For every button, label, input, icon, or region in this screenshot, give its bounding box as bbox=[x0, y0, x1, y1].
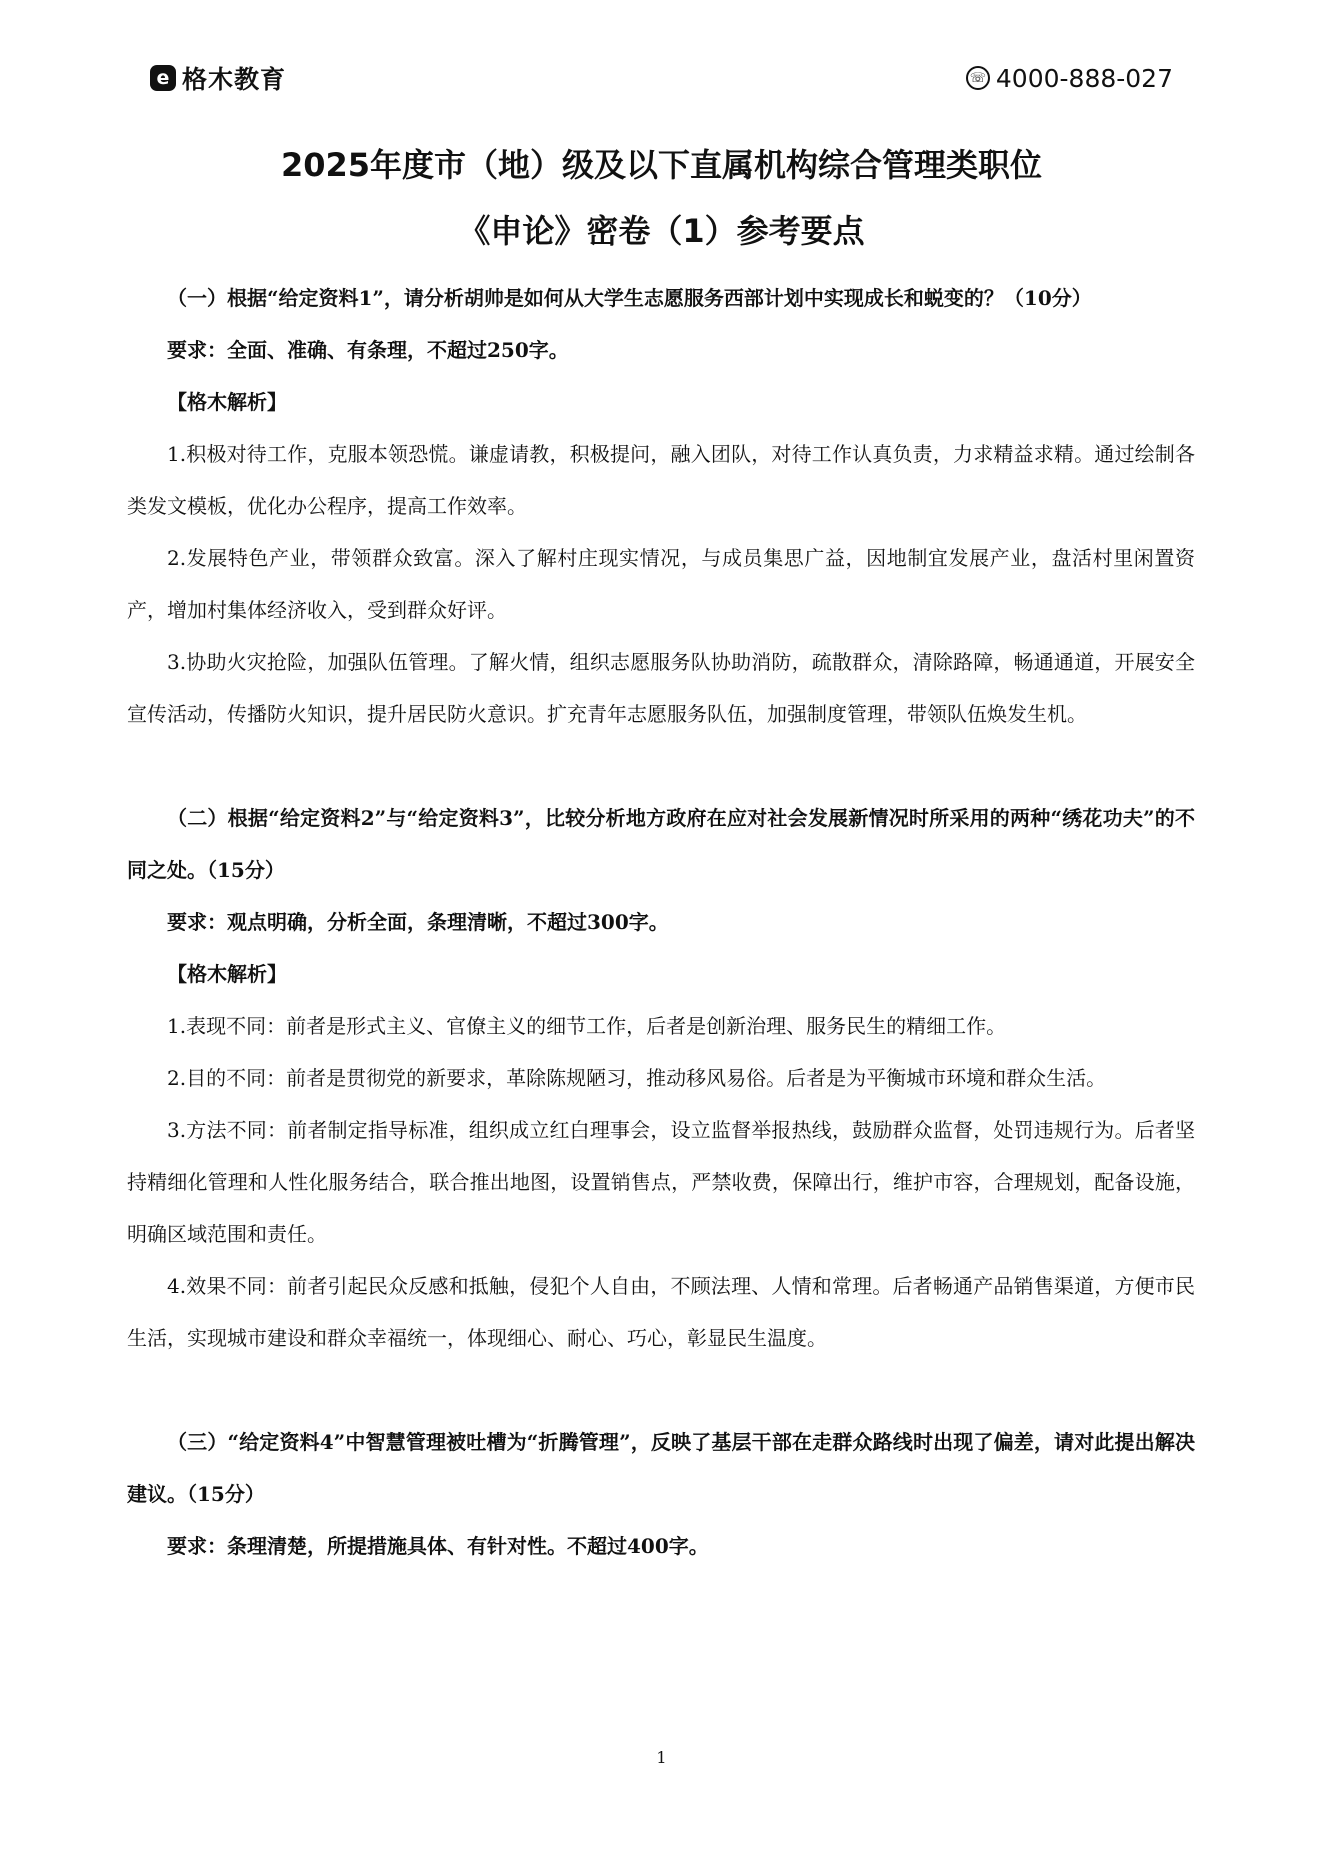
requirement-1: 要求：全面、准确、有条理，不超过250字。 bbox=[167, 338, 569, 362]
answer-point: 3.方法不同：前者制定指导标准，组织成立红白理事会，设立监督举报热线，鼓励群众监督，处罚违规行为。后者坚持精细化管理和人性化服务结合，联合推出地图，设置销售点，严禁收费，保障出行，维护市容，合理规划，配备设施，明确区域范围和责任。 bbox=[127, 1118, 1195, 1246]
phone-number: 4000-888-027 bbox=[995, 63, 1173, 93]
answer-point: 4.效果不同：前者引起民众反感和抵触，侵犯个人自由，不顾法理、人情和常理。后者畅通产品销售渠道，方便市民生活，实现城市建设和群众幸福统一，体现细心、耐心、巧心，彰显民生温度。 bbox=[127, 1274, 1195, 1350]
section-gap bbox=[127, 740, 1195, 792]
brand-logo bbox=[150, 60, 286, 96]
question-3: （三）“给定资料4”中智慧管理被吐槽为“折腾管理”，反映了基层干部在走群众路线时出现了偏差，请对此提出解决建议。（15分） bbox=[127, 1430, 1195, 1506]
answer-point: 3.协助火灾抢险，加强队伍管理。了解火情，组织志愿服务队协助消防，疏散群众，清除路障，畅通通道，开展安全宣传活动，传播防火知识，提升居民防火意识。扩充青年志愿服务队伍，加强制度管理，带领队伍焕发生机。 bbox=[127, 650, 1195, 726]
requirement-2: 要求：观点明确，分析全面，条理清晰，不超过300字。 bbox=[167, 910, 669, 934]
answer-point: 1.积极对待工作，克服本领恐慌。谦虚请教，积极提问，融入团队，对待工作认真负责，力求精益求精。通过绘制各类发文模板，优化办公程序，提高工作效率。 bbox=[127, 442, 1195, 518]
answer-point: 1.表现不同：前者是形式主义、官僚主义的细节工作，后者是创新治理、服务民生的精细工作。 bbox=[167, 1014, 1007, 1038]
page-number: 1 bbox=[656, 1748, 667, 1767]
question-2: （二）根据“给定资料2”与“给定资料3”，比较分析地方政府在应对社会发展新情况时所采用的两种“绣花功夫”的不同之处。（15分） bbox=[127, 806, 1195, 882]
requirement-3: 要求：条理清楚，所提措施具体、有针对性。不超过400字。 bbox=[167, 1534, 709, 1558]
document-body bbox=[127, 272, 1195, 1572]
logo-icon: e bbox=[150, 65, 176, 91]
doc-title-line1: 2025年度市（地）级及以下直属机构综合管理类职位 bbox=[280, 146, 1043, 184]
analysis-label-1: 【格木解析】 bbox=[167, 390, 287, 414]
logo-text: 格木教育 bbox=[182, 65, 287, 94]
page-header bbox=[150, 56, 1173, 100]
analysis-label-2: 【格木解析】 bbox=[167, 962, 287, 986]
answer-point: 2.目的不同：前者是贯彻党的新要求，革除陈规陋习，推动移风易俗。后者是为平衡城市环境和群众生活。 bbox=[167, 1066, 1107, 1090]
answer-point: 2.发展特色产业，带领群众致富。深入了解村庄现实情况，与成员集思广益，因地制宜发展产业，盘活村里闲置资产，增加村集体经济收入，受到群众好评。 bbox=[127, 546, 1195, 622]
hotline bbox=[966, 64, 1173, 93]
section-gap bbox=[127, 1364, 1195, 1416]
phone-icon: ☏ bbox=[966, 66, 990, 90]
doc-title-line2: 《申论》密卷（1）参考要点 bbox=[458, 212, 865, 250]
question-1: （一）根据“给定资料1”，请分析胡帅是如何从大学生志愿服务西部计划中实现成长和蜕变的？（10分） bbox=[167, 286, 1092, 310]
